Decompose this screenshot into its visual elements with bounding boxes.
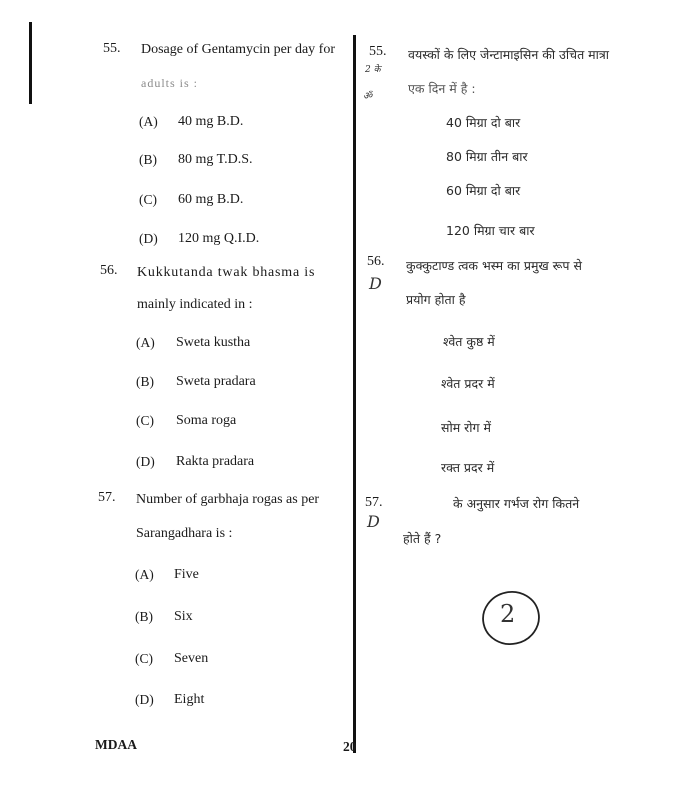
hindi-option-56a: श्वेत कुष्ठ में [443, 334, 495, 349]
question-text-55-line1: Dosage of Gentamycin per day for [141, 42, 335, 57]
hindi-question-number-57: 57. [365, 495, 383, 510]
question-number-57: 57. [98, 490, 116, 505]
handwritten-mark-55: 2 के [365, 65, 381, 75]
question-text-55-line2: adults is : [141, 76, 199, 90]
option-text-56a: Sweta kustha [176, 335, 251, 350]
option-letter-56b: (B) [136, 374, 154, 389]
option-letter-56c: (C) [136, 413, 154, 428]
hindi-question-number-55: 55. [369, 44, 387, 59]
question-number-55: 55. [103, 41, 121, 56]
option-letter-55a: (A) [139, 114, 158, 129]
option-text-57b: Six [174, 609, 193, 624]
handwritten-answer-56: D [369, 274, 382, 293]
option-text-57a: Five [174, 567, 199, 582]
question-text-56-line1: Kukkutanda twak bhasma is [137, 265, 316, 280]
hindi-option-55d: 120 मिग्रा चार बार [446, 223, 535, 238]
option-letter-55c: (C) [139, 192, 157, 207]
option-text-57c: Seven [174, 651, 209, 666]
option-text-55a: 40 mg B.D. [178, 114, 244, 129]
hindi-question-text-57-line2: होते हैं ? [403, 531, 442, 546]
hindi-question-text-55-line2: एक दिन में है : [408, 81, 476, 96]
page-number: 20 [343, 739, 357, 754]
option-text-55d: 120 mg Q.I.D. [178, 231, 260, 246]
footer-code: MDAA [95, 737, 137, 752]
option-text-56c: Soma roga [176, 413, 237, 428]
option-text-57d: Eight [174, 692, 205, 707]
handwritten-answer-57: D [367, 512, 380, 531]
option-text-56b: Sweta pradara [176, 374, 256, 389]
hindi-option-55b: 80 मिग्रा तीन बार [446, 149, 528, 164]
option-text-55b: 80 mg T.D.S. [178, 152, 253, 167]
option-letter-55b: (B) [139, 152, 157, 167]
hindi-question-text-56-line2: प्रयोग होता है [406, 292, 466, 307]
option-letter-57d: (D) [135, 692, 154, 707]
hindi-question-text-56-line1: कुक्कुटाण्ड त्वक भस्म का प्रमुख रूप से [406, 258, 582, 273]
hindi-question-text-57-line1: के अनुसार गर्भज रोग कितने [453, 496, 580, 511]
margin-bar [29, 22, 32, 104]
hindi-option-55a: 40 मिग्रा दो बार [446, 115, 521, 130]
option-letter-57a: (A) [135, 567, 154, 582]
option-letter-55d: (D) [139, 231, 158, 246]
question-text-57-line2: Sarangadhara is : [136, 526, 233, 541]
hindi-question-number-56: 56. [367, 254, 385, 269]
handwritten-mark-55b: ॐ [363, 91, 373, 102]
question-text-57-line1: Number of garbhaja rogas as per [136, 492, 320, 507]
handwritten-circle-digit: 2 [500, 600, 516, 628]
option-letter-57b: (B) [135, 609, 153, 624]
question-number-56: 56. [100, 263, 118, 278]
hindi-option-56b: श्वेत प्रदर में [441, 376, 495, 391]
option-letter-56a: (A) [136, 335, 155, 350]
question-text-56-line2: mainly indicated in : [137, 297, 253, 312]
hindi-option-55c: 60 मिग्रा दो बार [446, 183, 521, 198]
hindi-question-text-55-line1: वयस्कों के लिए जेन्टामाइसिन की उचित मात्रा [408, 47, 610, 62]
hindi-option-56d: रक्त प्रदर में [441, 460, 495, 475]
option-letter-57c: (C) [135, 651, 153, 666]
option-letter-56d: (D) [136, 454, 155, 469]
option-text-56d: Rakta pradara [176, 454, 255, 469]
option-text-55c: 60 mg B.D. [178, 192, 244, 207]
hindi-option-56c: सोम रोग में [441, 420, 491, 435]
column-divider [353, 35, 356, 753]
